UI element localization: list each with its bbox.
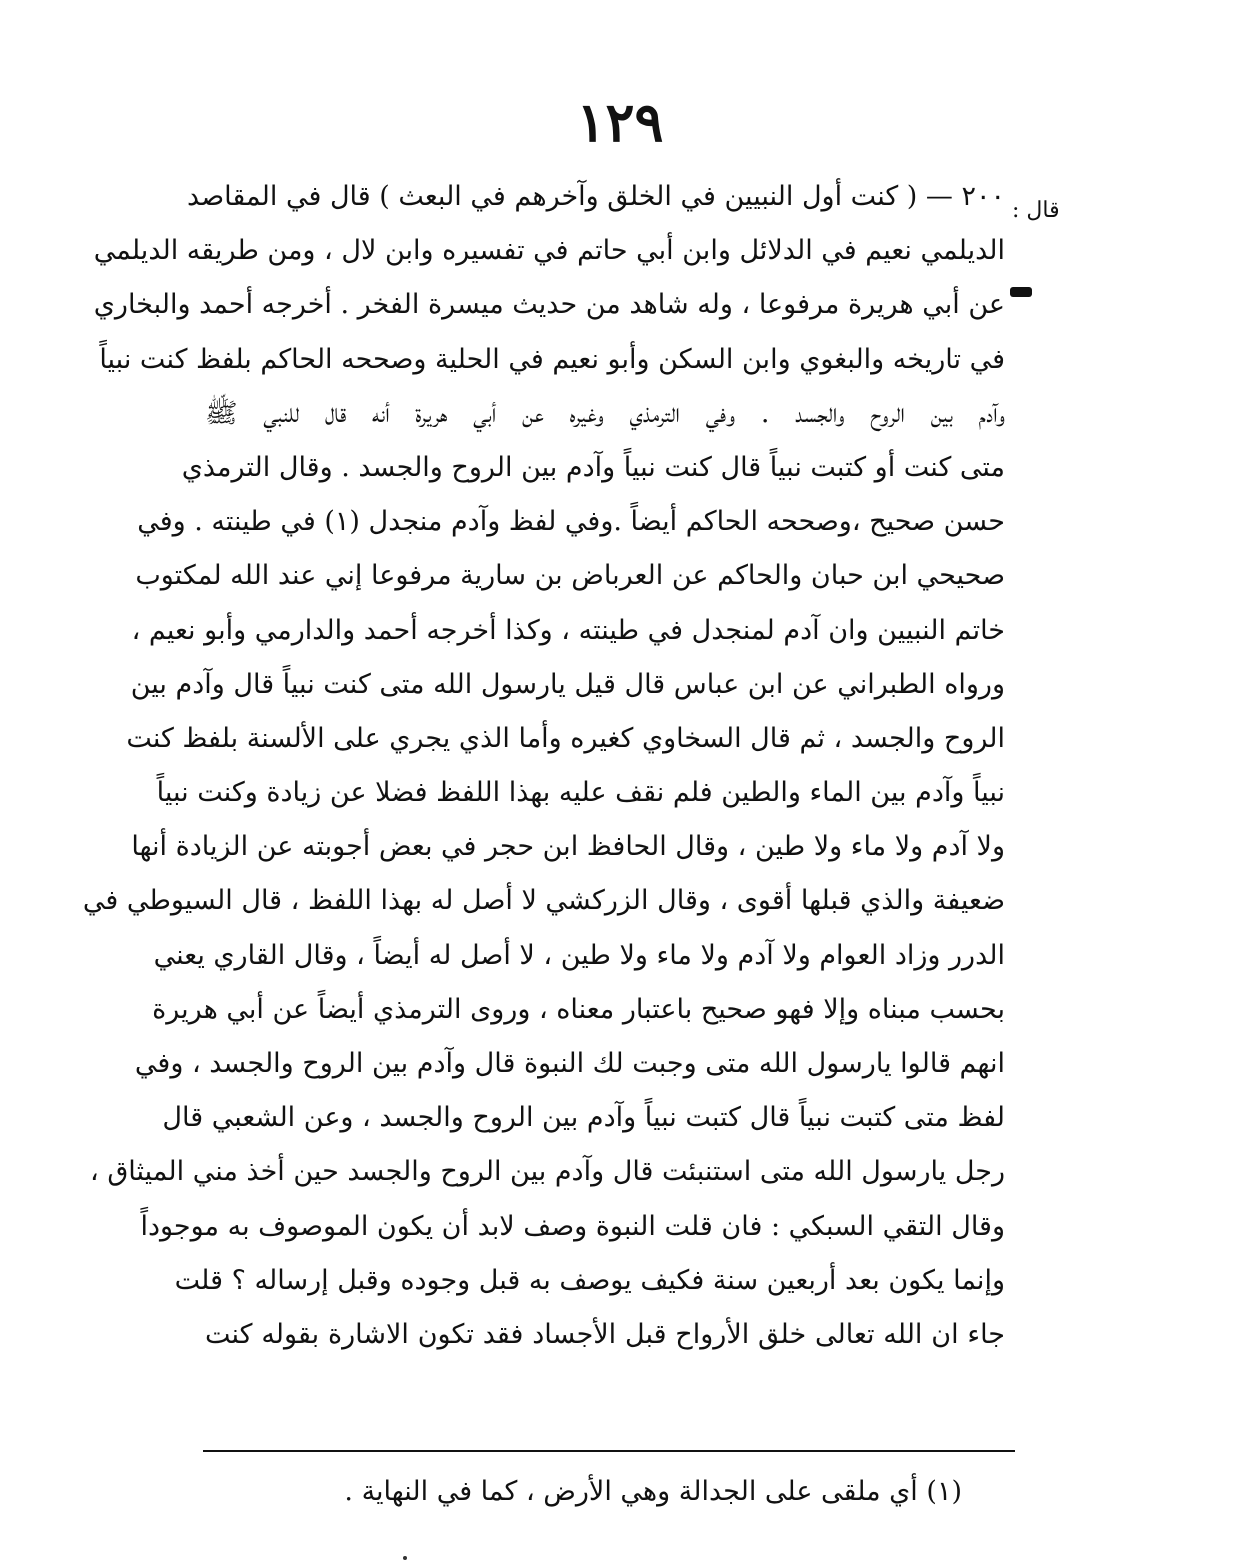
text-line: الديلمي نعيم في الدلائل وابن أبي حاتم في تفسيره وابن لال ، ومن طريقه الديلمي — [93, 235, 1005, 267]
text-line: خاتم النبيين وان آدم لمنجدل في طينته ، وكذا أخرجه أحمد والدارمي وأبو نعيم ، — [131, 614, 1005, 646]
text-line: في تاريخه والبغوي وابن السكن وأبو نعيم في الحلية وصححه الحاكم بلفظ كنت نبياً — [99, 343, 1005, 375]
body-text — [82, 170, 1005, 1362]
page-number: ١٢٩ — [576, 90, 664, 154]
scan-speck — [403, 1556, 407, 1560]
text-line: وقال التقي السبكي : فان قلت النبوة وصف لابد أن يكون الموصوف به موجوداً — [140, 1210, 1005, 1242]
footnote: (١) أي ملقى على الجدالة وهي الأرض ، كما في النهاية . — [344, 1476, 962, 1507]
text-line: وآدم بين الروح والجسد . وفي الترمذي وغيره عن أبي هريرة أنه قال للنبي ﷺ — [205, 397, 1005, 429]
margin-note: قال : — [1012, 198, 1060, 223]
text-line: لفظ متى كتبت نبياً قال كتبت نبياً وآدم بين الروح والجسد ، وعن الشعبي قال — [162, 1102, 1005, 1134]
text-line: نبياً وآدم بين الماء والطين فلم نقف عليه بهذا اللفظ فضلا عن زيادة وكنت نبياً — [156, 777, 1005, 809]
text-line: ضعيفة والذي قبلها أقوى ، وقال الزركشي لا أصل له بهذا اللفظ ، قال السيوطي في — [82, 885, 1005, 917]
text-line: حسن صحيح ،وصححه الحاكم أيضاً .وفي لفظ وآدم منجدل (١) في طينته . وفي — [137, 506, 1005, 538]
text-line: رجل يارسول الله متى استنبئت قال وآدم بين الروح والجسد حين أخذ مني الميثاق ، — [90, 1156, 1005, 1188]
text-line: ٢٠٠ — ( كنت أول النبيين في الخلق وآخرهم في البعث ) قال في المقاصد — [187, 181, 1005, 212]
text-line: متى كنت أو كتبت نبياً قال كنت نبياً وآدم بين الروح والجسد . وقال الترمذي — [181, 451, 1005, 483]
text-line: عن أبي هريرة مرفوعا ، وله شاهد من حديث ميسرة الفخر . أخرجه أحمد والبخاري — [93, 289, 1005, 321]
text-line: الروح والجسد ، ثم قال السخاوي كغيره وأما الذي يجري على الألسنة بلفظ كنت — [126, 722, 1005, 754]
text-line: انهم قالوا يارسول الله متى وجبت لك النبوة قال وآدم بين الروح والجسد ، وفي — [134, 1048, 1005, 1079]
text-line: وإنما يكون بعد أربعين سنة فكيف يوصف به قبل وجوده وقبل إرساله ؟ قلت — [174, 1264, 1005, 1296]
text-line: جاء ان الله تعالى خلق الأرواح قبل الأجساد فقد تكون الاشارة بقوله كنت — [205, 1318, 1005, 1350]
text-line: ورواه الطبراني عن ابن عباس قال قيل يارسول الله متى كنت نبياً قال وآدم بين — [130, 668, 1005, 700]
text-line: صحيحي ابن حبان والحاكم عن العرباض بن سارية مرفوعا إني عند الله لمكتوب — [135, 560, 1005, 592]
text-line: الدرر وزاد العوام ولا آدم ولا ماء ولا طين ، لا أصل له أيضاً ، وقال القاري يعني — [153, 939, 1005, 971]
text-line: ولا آدم ولا ماء ولا طين ، وقال الحافظ ابن حجر في بعض أجوبته عن الزيادة أنها — [131, 831, 1005, 863]
text-line: بحسب مبناه وإلا فهو صحيح باعتبار معناه ، وروى الترمذي أيضاً عن أبي هريرة — [152, 993, 1005, 1025]
ink-mark — [1010, 287, 1032, 297]
footnote-divider — [203, 1450, 1015, 1452]
